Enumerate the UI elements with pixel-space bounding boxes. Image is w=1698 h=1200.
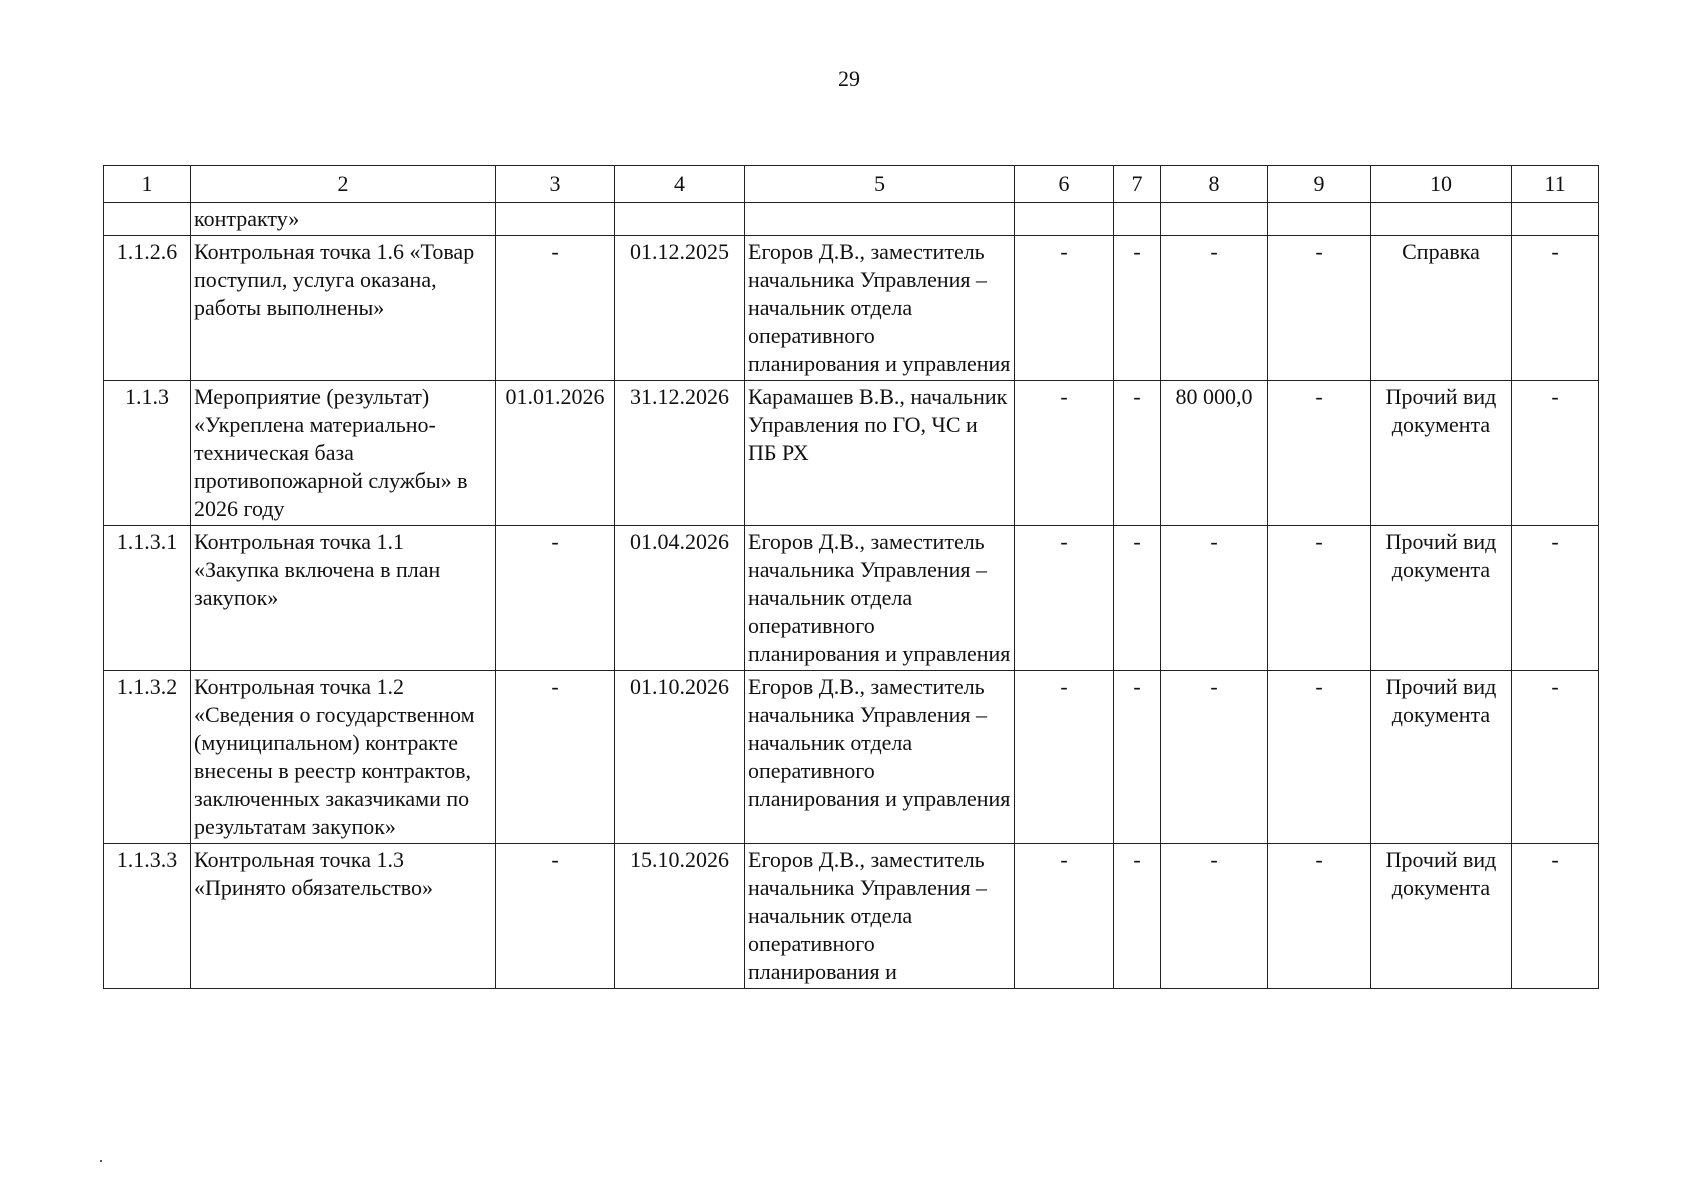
cell-number: 1.1.3.2 [104,671,191,844]
cell-col7: - [1114,236,1161,381]
cell-document-type [1371,203,1512,236]
cell-start-date: 01.01.2026 [496,381,615,526]
cell-number: 1.1.2.6 [104,236,191,381]
cell-document-type: Прочий вид документа [1371,671,1512,844]
cell-name: Контрольная точка 1.6 «Товар поступил, услуга оказана, работы выполнены» [191,236,496,381]
cell-end-date [615,203,745,236]
cell-name: Контрольная точка 1.2 «Сведения о государственном (муниципальном) контракте внесены в реестр контрактов, заключенных заказчиками по результатам закупок» [191,671,496,844]
cell-col6 [1015,203,1114,236]
cell-col11: - [1512,844,1599,989]
cell-col6: - [1015,526,1114,671]
cell-responsible: Егоров Д.В., заместитель начальника Управления – начальник отдела оперативного планирования и управления [745,671,1015,844]
cell-col8: - [1161,844,1268,989]
cell-col9: - [1268,526,1371,671]
cell-end-date: 15.10.2026 [615,844,745,989]
cell-start-date: - [496,844,615,989]
cell-number [104,203,191,236]
cell-col11: - [1512,526,1599,671]
cell-col9: - [1268,236,1371,381]
cell-col7: - [1114,844,1161,989]
cell-end-date: 31.12.2026 [615,381,745,526]
column-header: 5 [745,166,1015,203]
cell-col8: 80 000,0 [1161,381,1268,526]
cell-name: Контрольная точка 1.3 «Принято обязательство» [191,844,496,989]
table-row [104,671,1599,844]
cell-col11: - [1512,381,1599,526]
cell-col8: - [1161,671,1268,844]
table-row [104,236,1599,381]
cell-col9: - [1268,844,1371,989]
cell-name: Мероприятие (результат) «Укреплена материально-техническая база противопожарной службы» в 2026 году [191,381,496,526]
page-number: 29 [838,66,860,91]
cell-end-date: 01.12.2025 [615,236,745,381]
cell-start-date: - [496,236,615,381]
cell-col9 [1268,203,1371,236]
column-header: 10 [1371,166,1512,203]
cell-responsible [745,203,1015,236]
cell-col7: - [1114,381,1161,526]
cell-end-date: 01.04.2026 [615,526,745,671]
cell-col6: - [1015,671,1114,844]
cell-col6: - [1015,381,1114,526]
cell-col8 [1161,203,1268,236]
cell-number: 1.1.3 [104,381,191,526]
cell-start-date: - [496,671,615,844]
table-row [104,381,1599,526]
cell-document-type: Прочий вид документа [1371,526,1512,671]
column-header: 1 [104,166,191,203]
column-number-row [104,166,1599,203]
column-header: 4 [615,166,745,203]
cell-responsible: Егоров Д.В., заместитель начальника Управления – начальник отдела оперативного планирования и [745,844,1015,989]
cell-responsible: Егоров Д.В., заместитель начальника Управления – начальник отдела оперативного планирования и управления [745,526,1015,671]
cell-col7: - [1114,671,1161,844]
table-row [104,526,1599,671]
cell-col11: - [1512,236,1599,381]
cell-end-date: 01.10.2026 [615,671,745,844]
continuation-row [104,203,1599,236]
cell-col11: - [1512,671,1599,844]
cell-col6: - [1015,844,1114,989]
cell-col11 [1512,203,1599,236]
plan-table [103,165,1599,989]
column-header: 7 [1114,166,1161,203]
column-header: 9 [1268,166,1371,203]
table-row [104,844,1599,989]
cell-col6: - [1015,236,1114,381]
cell-col8: - [1161,236,1268,381]
cell-col9: - [1268,671,1371,844]
scan-speck [100,1160,102,1162]
cell-start-date: - [496,526,615,671]
cell-document-type: Прочий вид документа [1371,381,1512,526]
table-header [104,166,1599,203]
column-header: 6 [1015,166,1114,203]
cell-document-type: Прочий вид документа [1371,844,1512,989]
column-header: 3 [496,166,615,203]
cell-col7: - [1114,526,1161,671]
cell-number: 1.1.3.3 [104,844,191,989]
cell-name: Контрольная точка 1.1 «Закупка включена в план закупок» [191,526,496,671]
column-header: 8 [1161,166,1268,203]
cell-responsible: Карамашев В.В., начальник Управления по ГО, ЧС и ПБ РХ [745,381,1015,526]
cell-col8: - [1161,526,1268,671]
cell-responsible: Егоров Д.В., заместитель начальника Управления – начальник отдела оперативного планирования и управления [745,236,1015,381]
cell-start-date [496,203,615,236]
cell-number: 1.1.3.1 [104,526,191,671]
column-header: 2 [191,166,496,203]
cell-col9: - [1268,381,1371,526]
cell-document-type: Справка [1371,236,1512,381]
cell-name: контракту» [191,203,496,236]
cell-col7 [1114,203,1161,236]
column-header: 11 [1512,166,1599,203]
